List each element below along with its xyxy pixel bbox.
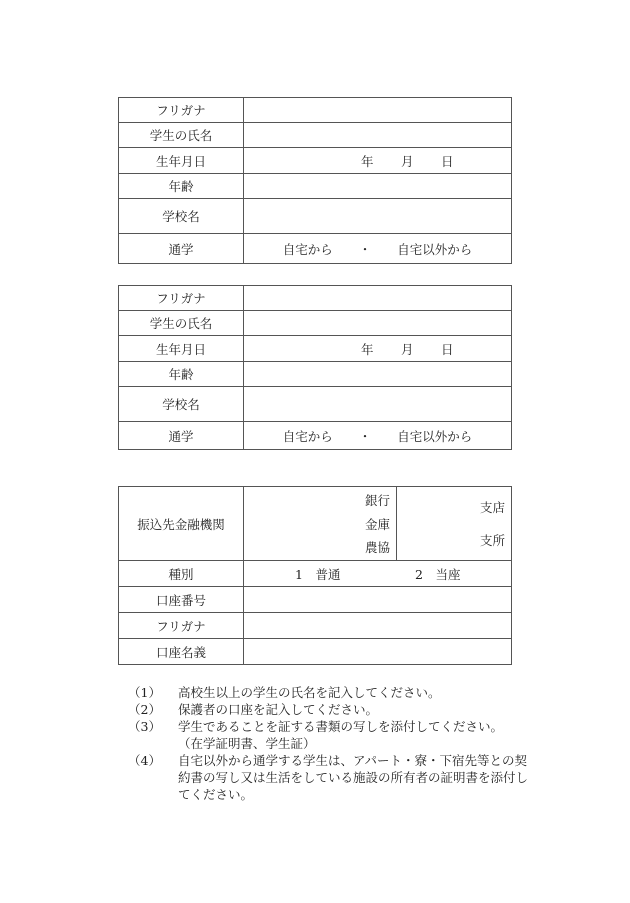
commute-separator: ・ — [358, 241, 372, 257]
furigana-field[interactable] — [244, 286, 512, 311]
commute-away-option[interactable]: 自宅以外から — [397, 241, 473, 257]
student-name-label: 学生の氏名 — [119, 123, 244, 148]
commute-away-option[interactable]: 自宅以外から — [397, 428, 473, 444]
branch-shisho: 支所 — [479, 532, 505, 548]
note-text: 自宅以外から通学する学生は、アパート・寮・下宿先等との契約書の写し又は生活をしている施設の所有者の証明書を添付してください。 — [178, 753, 529, 802]
account-name-field[interactable] — [244, 639, 512, 665]
birthdate-field[interactable] — [244, 148, 512, 174]
note-item — [128, 718, 528, 752]
year-unit: 年 — [361, 341, 374, 357]
month-unit: 月 — [401, 341, 414, 357]
school-label: 学校名 — [119, 387, 244, 422]
institution-bank: 銀行 — [364, 493, 390, 508]
commute-field[interactable] — [244, 422, 512, 450]
note-text-main: 学生であることを証する書類の写しを添付してください。 — [178, 719, 504, 734]
note-text-sub: （在学証明書、学生証） — [178, 736, 316, 751]
birthdate-field[interactable] — [244, 336, 512, 362]
note-item — [128, 684, 528, 701]
month-unit: 月 — [401, 153, 414, 169]
furigana-label: フリガナ — [119, 98, 244, 123]
furigana-field[interactable] — [244, 98, 512, 123]
account-number-label: 口座番号 — [119, 587, 244, 613]
student-table-2 — [118, 285, 512, 450]
branch-shiten: 支店 — [479, 500, 505, 516]
commute-separator: ・ — [358, 428, 372, 444]
institution-nokyo: 農協 — [364, 540, 390, 555]
account-type-current[interactable]: 2 当座 — [415, 566, 461, 582]
birthdate-label: 生年月日 — [119, 336, 244, 362]
account-name-label: 口座名義 — [119, 639, 244, 665]
bank-institution-column — [244, 487, 397, 560]
bank-field[interactable] — [244, 487, 512, 561]
account-type-field[interactable] — [244, 561, 512, 587]
commute-field[interactable] — [244, 234, 512, 264]
commute-label: 通学 — [119, 422, 244, 450]
note-number: （4） — [128, 753, 161, 768]
age-label: 年齢 — [119, 362, 244, 387]
account-number-field[interactable] — [244, 587, 512, 613]
account-type-label: 種別 — [119, 561, 244, 587]
bank-label: 振込先金融機関 — [119, 487, 244, 561]
day-unit: 日 — [441, 341, 454, 357]
student-name-field[interactable] — [244, 311, 512, 336]
bank-branch-column — [397, 487, 511, 560]
age-label: 年齢 — [119, 174, 244, 199]
age-field[interactable] — [244, 362, 512, 387]
student-name-field[interactable] — [244, 123, 512, 148]
bank-table — [118, 486, 512, 665]
furigana-label: フリガナ — [119, 286, 244, 311]
commute-label: 通学 — [119, 234, 244, 264]
note-number: （3） — [128, 719, 161, 734]
note-text: 保護者の口座を記入してください。 — [178, 702, 379, 717]
student-name-label: 学生の氏名 — [119, 311, 244, 336]
note-number: （1） — [128, 685, 161, 700]
commute-home-option[interactable]: 自宅から — [282, 241, 333, 257]
account-type-ordinary[interactable]: 1 普通 — [295, 566, 341, 582]
school-label: 学校名 — [119, 199, 244, 234]
note-text: 高校生以上の学生の氏名を記入してください。 — [178, 685, 441, 700]
account-furigana-label: フリガナ — [119, 613, 244, 639]
note-number: （2） — [128, 702, 161, 717]
account-furigana-field[interactable] — [244, 613, 512, 639]
year-unit: 年 — [361, 153, 374, 169]
institution-shinkin: 金庫 — [364, 516, 390, 532]
age-field[interactable] — [244, 174, 512, 199]
notes-list — [128, 684, 528, 803]
school-field[interactable] — [244, 387, 512, 422]
school-field[interactable] — [244, 199, 512, 234]
day-unit: 日 — [441, 153, 454, 169]
note-item — [128, 701, 528, 718]
commute-home-option[interactable]: 自宅から — [282, 428, 333, 444]
note-item — [128, 752, 528, 803]
student-table-1 — [118, 97, 512, 264]
birthdate-label: 生年月日 — [119, 148, 244, 174]
note-text — [178, 718, 528, 752]
